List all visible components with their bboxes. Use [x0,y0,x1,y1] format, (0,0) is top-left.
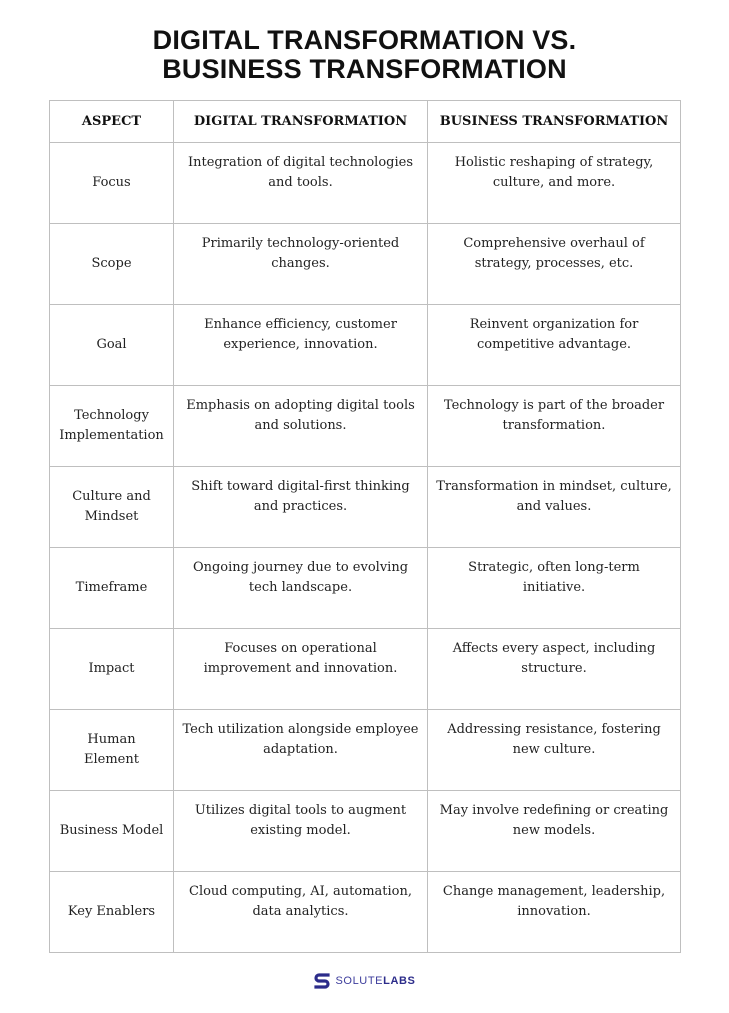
aspect-cell [50,143,174,224]
business-text: Transformation in mindset, culture, and values. [436,479,672,514]
digital-cell [174,305,428,386]
digital-cell [174,548,428,629]
header-digital-transformation: DIGITAL TRANSFORMATION [174,101,428,143]
digital-text: Ongoing journey due to evolving tech landscape. [192,560,409,595]
digital-cell [174,224,428,305]
aspect-label: Technology Implementation [59,408,164,443]
brand-name-bold: LABS [383,975,416,987]
aspect-label: Scope [91,256,132,271]
digital-cell [174,143,428,224]
business-cell [428,224,681,305]
aspect-cell [50,305,174,386]
business-cell [428,872,681,953]
business-text: Change management, leadership, innovation. [442,884,666,919]
aspect-cell [50,467,174,548]
solutelabs-logo-icon [314,973,330,989]
digital-cell [174,791,428,872]
digital-text: Enhance efficiency, customer experience, innovation. [204,317,397,352]
digital-text: Focuses on operational improvement and innovation. [203,641,398,676]
title-line-2: BUSINESS TRANSFORMATION [162,54,567,84]
table-row [50,791,681,872]
aspect-label: Timeframe [75,580,148,595]
digital-text: Utilizes digital tools to augment existing model. [194,803,407,838]
business-text: Addressing resistance, fostering new culture. [447,722,661,757]
business-cell [428,143,681,224]
digital-cell [174,872,428,953]
business-text: Affects every aspect, including structure. [452,641,656,676]
table-row [50,305,681,386]
table-row [50,872,681,953]
business-cell [428,629,681,710]
digital-text: Tech utilization alongside employee adaptation. [182,722,419,757]
digital-text: Primarily technology-oriented changes. [201,236,400,271]
aspect-label: Culture and Mindset [72,489,151,524]
page-title [0,26,729,84]
header-aspect: ASPECT [50,101,174,143]
aspect-cell [50,872,174,953]
business-cell [428,791,681,872]
business-text: May involve redefining or creating new models. [439,803,669,838]
aspect-cell [50,224,174,305]
digital-text: Cloud computing, AI, automation, data analytics. [189,884,412,919]
table-header-row [50,101,681,143]
business-text: Holistic reshaping of strategy, culture, and more. [454,155,654,190]
table-row [50,224,681,305]
title-line-1: DIGITAL TRANSFORMATION VS. [152,25,577,55]
digital-text: Integration of digital technologies and tools. [187,155,414,190]
aspect-label: Goal [96,337,127,352]
table-row [50,467,681,548]
digital-cell [174,467,428,548]
digital-cell [174,710,428,791]
table-row [50,710,681,791]
business-cell [428,305,681,386]
business-text: Comprehensive overhaul of strategy, processes, etc. [463,236,645,271]
table-row [50,143,681,224]
digital-text: Shift toward digital-first thinking and practices. [191,479,410,514]
digital-text: Emphasis on adopting digital tools and solutions. [186,398,415,433]
table-row [50,548,681,629]
header-business-transformation: BUSINESS TRANSFORMATION [428,101,681,143]
table-row [50,386,681,467]
aspect-label: Focus [92,175,131,190]
aspect-cell [50,629,174,710]
aspect-cell [50,386,174,467]
business-text: Strategic, often long-term initiative. [468,560,640,595]
brand-footer [0,973,729,989]
business-cell [428,548,681,629]
brand-name-light: SOLUTE [335,975,384,987]
comparison-table [49,100,681,953]
aspect-label: Business Model [59,823,164,838]
aspect-cell [50,791,174,872]
business-cell [428,386,681,467]
business-cell [428,467,681,548]
aspect-cell [50,548,174,629]
digital-cell [174,629,428,710]
table-row [50,629,681,710]
business-text: Technology is part of the broader transformation. [443,398,665,433]
business-text: Reinvent organization for competitive advantage. [469,317,639,352]
business-cell [428,710,681,791]
aspect-label: Impact [88,661,135,676]
aspect-label: Key Enablers [67,904,156,919]
brand-name [336,975,416,987]
digital-cell [174,386,428,467]
aspect-cell [50,710,174,791]
aspect-label: Human Element [84,732,139,767]
